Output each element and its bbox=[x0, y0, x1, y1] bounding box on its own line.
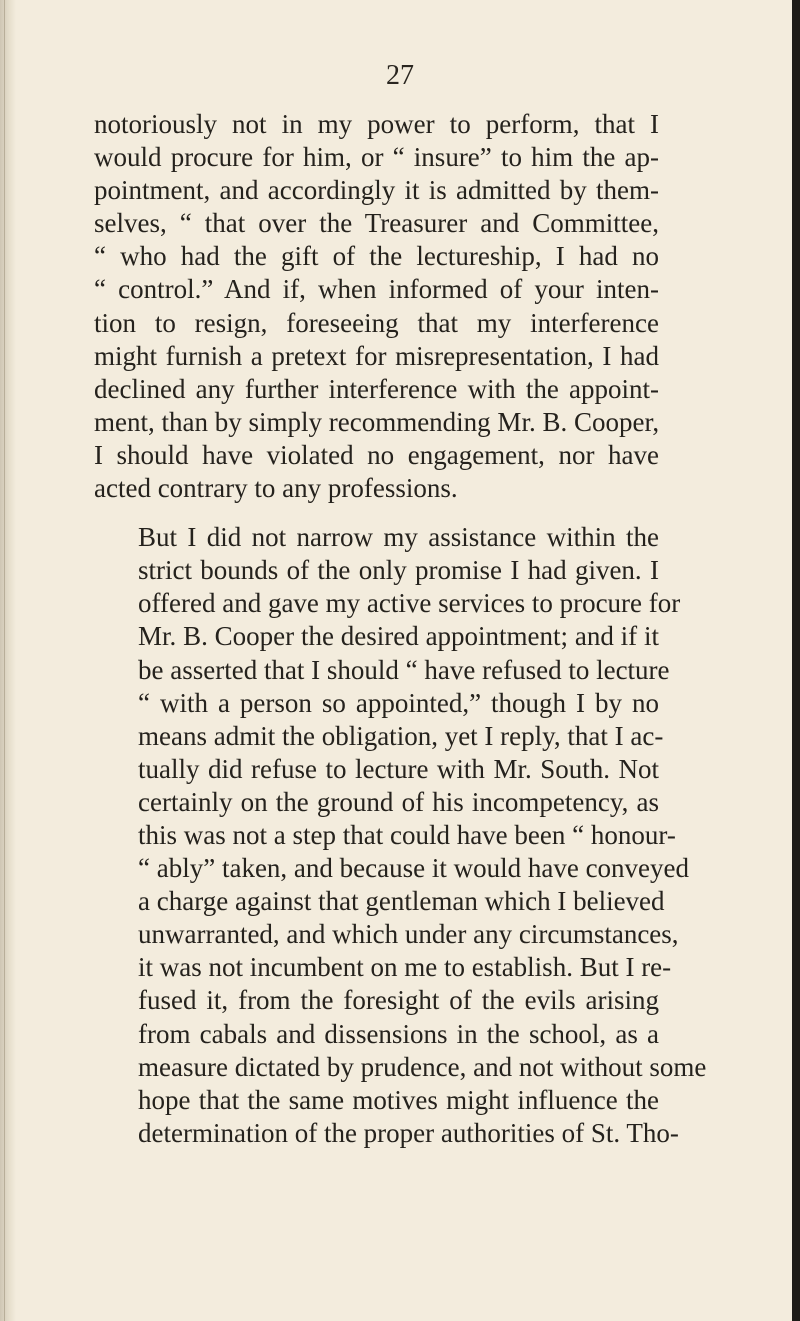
text-line: tion to resign, foreseeing that my interference bbox=[94, 307, 659, 338]
text-line: unwarranted, and which under any circumstances, bbox=[138, 919, 679, 950]
text-line: hope that the same motives might influence the bbox=[138, 1084, 659, 1115]
text-line: “ with a person so appointed,” though I by no bbox=[138, 687, 659, 718]
paragraph bbox=[94, 108, 659, 505]
text-line: I should have violated no engagement, nor have bbox=[94, 439, 659, 470]
text-line: selves, “ that over the Treasurer and Committee, bbox=[94, 208, 659, 239]
text-line: from cabals and dissensions in the school, as a bbox=[138, 1018, 659, 1049]
text-line: fused it, from the foresight of the evils arising bbox=[138, 985, 659, 1016]
text-line: acted contrary to any professions. bbox=[94, 473, 458, 504]
text-line: “ who had the gift of the lectureship, I had no bbox=[94, 241, 659, 272]
text-line: declined any further interference with the appoint- bbox=[94, 373, 659, 404]
text-line: be asserted that I should “ have refused to lecture bbox=[138, 654, 670, 685]
text-line: determination of the proper authorities of St. Tho- bbox=[138, 1117, 679, 1148]
text-line: measure dictated by prudence, and not without some bbox=[138, 1051, 707, 1082]
text-line: notoriously not in my power to perform, that I bbox=[94, 109, 659, 139]
text-line: ment, than by simply recommending Mr. B. Cooper, bbox=[94, 406, 660, 437]
text-line: this was not a step that could have been “ honour- bbox=[138, 819, 676, 850]
text-line: it was not incumbent on me to establish. But I re- bbox=[138, 952, 672, 983]
body-text bbox=[94, 108, 707, 1150]
text-line: offered and gave my active services to procure for bbox=[138, 588, 681, 619]
page-number: 27 bbox=[386, 60, 414, 91]
text-line: “ control.” And if, when informed of your inten- bbox=[94, 274, 659, 305]
paragraph bbox=[94, 521, 707, 1150]
text-line: might furnish a pretext for misrepresentation, I had bbox=[94, 340, 659, 371]
text-line: means admit the obligation, yet I reply, that I ac- bbox=[138, 720, 664, 751]
text-line: But I did not narrow my assistance within the bbox=[138, 522, 659, 553]
text-line: a charge against that gentleman which I believed bbox=[138, 886, 665, 917]
text-line: pointment, and accordingly it is admitted by them- bbox=[94, 175, 659, 206]
text-line: “ ably” taken, and because it would have conveyed bbox=[138, 853, 690, 884]
text-line: Mr. B. Cooper the desired appointment; and if it bbox=[138, 621, 659, 652]
text-line: strict bounds of the only promise I had given. I bbox=[138, 555, 659, 586]
page-edge-shadow bbox=[792, 0, 800, 1321]
text-line: certainly on the ground of his incompetency, as bbox=[138, 786, 659, 817]
page-gutter bbox=[0, 0, 16, 1321]
text-line: tually did refuse to lecture with Mr. South. Not bbox=[138, 753, 659, 784]
text-line: would procure for him, or “ insure” to him the ap- bbox=[94, 142, 659, 173]
